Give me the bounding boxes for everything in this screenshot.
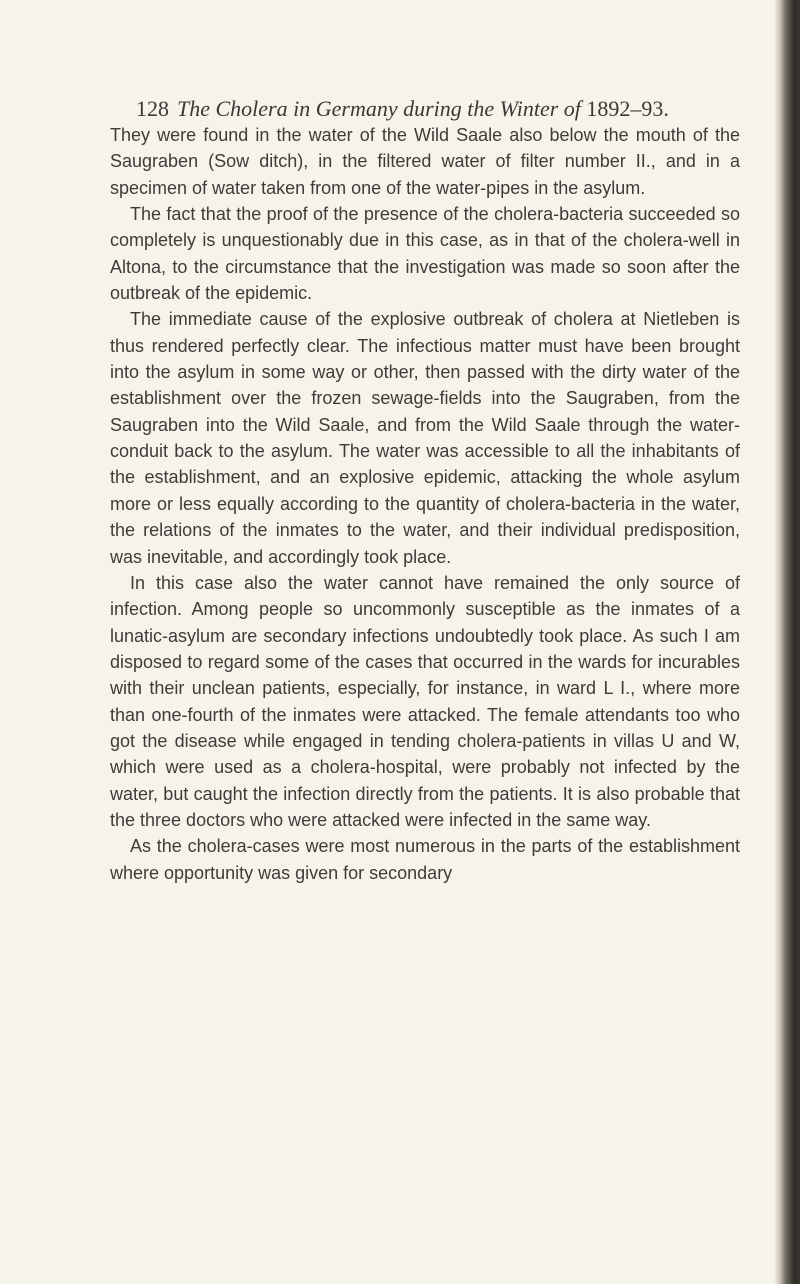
paragraph: In this case also the water cannot have remained the only source of infection. Among people so uncommonly susceptible as the inmates of a lunatic-asylum are secondary infections undoubtedly took place. As such I am disposed to regard some of the cases that occurred in the wards for incurables with their unclean patients, especially, for instance, in ward L I., where more than one-fourth of the inmates were attacked. The female attendants too who got the disease while engaged in tending cholera-patients in villas U and W, which were used as a cholera-hospital, were probably not infected by the water, but caught the infection directly from the patients. It is also probable that the three doctors who were attacked were infected in the same way.: [110, 572, 740, 830]
paragraph: They were found in the water of the Wild Saale also below the mouth of the Saugraben (Sow ditch), in the filtered water of filter number II., and in a specimen of water taken from one of the water-pipes in the asylum.: [110, 125, 740, 198]
page-edge-shadow: [774, 0, 800, 1284]
page-number: 128: [136, 96, 169, 121]
paragraph: As the cholera-cases were most numerous in the parts of the establishment where opportunity was given for secondary: [110, 836, 740, 883]
body-text: [110, 122, 740, 886]
running-title-years: 1892–93.: [586, 96, 669, 121]
running-header: [136, 96, 746, 122]
running-title: The Cholera in Germany during the Winter of: [177, 96, 581, 121]
paragraph: The fact that the proof of the presence of the cholera-bacteria succeeded so completely is unquestionably due in this case, as in that of the cholera-well in Altona, to the circumstance that the investigation was made so soon after the outbreak of the epidemic.: [110, 204, 740, 304]
paragraph: The immediate cause of the explosive outbreak of cholera at Nietleben is thus rendered perfectly clear. The infectious matter must have been brought into the asylum in some way or other, then passed with the dirty water of the establishment over the frozen sewage-fields into the Saugraben, from the Saugraben into the Wild Saale, and from the Wild Saale through the water-conduit back to the asylum. The water was accessible to all the inhabitants of the establishment, and an explosive epidemic, attacking the whole asylum more or less equally according to the quantity of cholera-bacteria in the water, the relations of the inmates to the water, and their individual predisposition, was inevitable, and accordingly took place.: [110, 309, 740, 567]
